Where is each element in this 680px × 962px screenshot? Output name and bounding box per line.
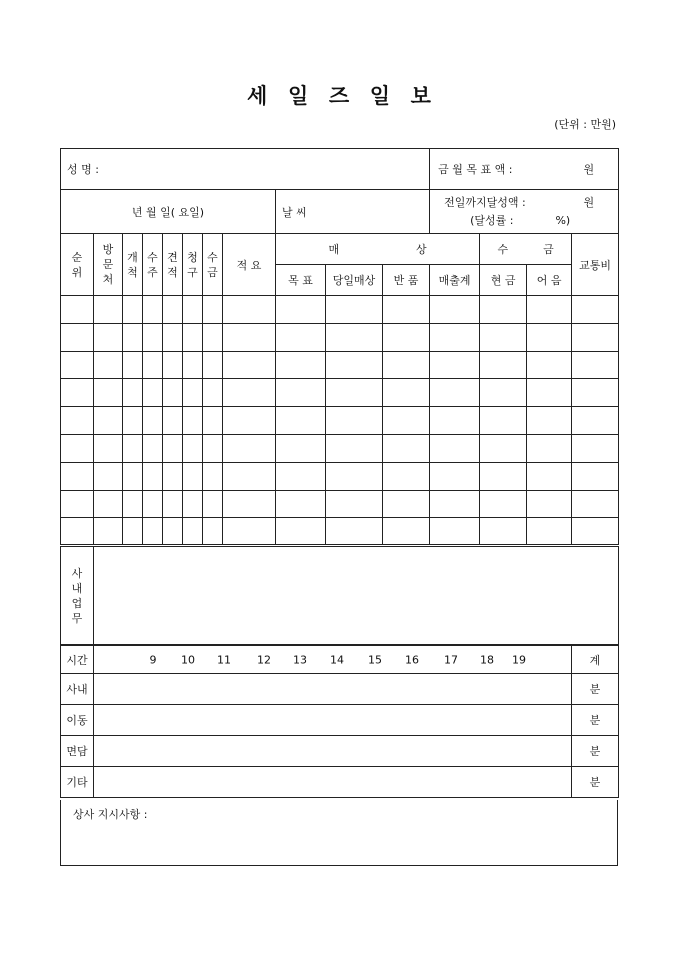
entry-cell[interactable]	[223, 434, 276, 462]
entry-cell[interactable]	[163, 407, 183, 435]
entry-cell[interactable]	[183, 351, 203, 379]
unit-note: (단위 : 만원)	[554, 118, 616, 131]
supervisor-instructions-field[interactable]	[60, 800, 618, 866]
monthly-target-label: 금 월 목 표 액 :	[438, 163, 513, 176]
col-order: 수 주	[143, 234, 163, 296]
entry-cell[interactable]	[430, 407, 480, 435]
entry-cell[interactable]	[572, 518, 619, 546]
entry-row	[61, 518, 619, 546]
hour-15: 15	[368, 653, 382, 666]
entry-cell[interactable]	[276, 379, 326, 407]
date-field[interactable]: 년 월 일( 요일)	[61, 190, 276, 234]
entry-cell[interactable]	[276, 434, 326, 462]
entry-cell[interactable]	[527, 490, 572, 518]
entry-cell[interactable]	[223, 296, 276, 324]
entry-cell[interactable]	[123, 323, 143, 351]
entry-cell[interactable]	[326, 407, 383, 435]
entry-cell[interactable]	[276, 407, 326, 435]
entry-cell[interactable]	[163, 323, 183, 351]
entry-cell[interactable]	[223, 379, 276, 407]
entry-cell[interactable]	[163, 379, 183, 407]
entry-cell[interactable]	[572, 323, 619, 351]
entry-cell[interactable]	[326, 351, 383, 379]
time-row-label: 사내	[61, 674, 94, 705]
entry-cell[interactable]	[527, 407, 572, 435]
entry-cell[interactable]	[61, 490, 94, 518]
name-field[interactable]: 성 명 :	[61, 149, 430, 190]
entry-cell[interactable]	[123, 462, 143, 490]
time-row-field[interactable]	[94, 767, 572, 798]
hour-18: 18	[480, 653, 494, 666]
entry-cell[interactable]	[430, 379, 480, 407]
entry-cell[interactable]	[94, 296, 123, 324]
entry-row	[61, 323, 619, 351]
entry-row	[61, 296, 619, 324]
col-sales-group: 매 상	[276, 234, 480, 265]
entry-cell[interactable]	[480, 518, 527, 546]
time-total-label: 계	[572, 646, 619, 674]
entry-cell[interactable]	[326, 379, 383, 407]
entry-cell[interactable]	[572, 296, 619, 324]
entry-cell[interactable]	[326, 518, 383, 546]
entry-cell[interactable]	[527, 379, 572, 407]
entry-row	[61, 434, 619, 462]
entry-cell[interactable]	[480, 351, 527, 379]
col-visit: 방 문 처	[94, 234, 123, 296]
entry-cell[interactable]	[276, 323, 326, 351]
hour-12: 12	[257, 653, 271, 666]
entry-cell[interactable]	[61, 351, 94, 379]
entry-cell[interactable]	[183, 379, 203, 407]
achievement-rate-label: (달성률 : %)	[470, 214, 571, 227]
entry-cell[interactable]	[203, 323, 223, 351]
time-row-unit: 분	[572, 767, 619, 798]
time-row-unit: 분	[572, 705, 619, 736]
cumulative-label: 전일까지달성액 :	[444, 196, 526, 209]
col-sub-total: 매출계	[430, 265, 480, 296]
entry-cell[interactable]	[94, 462, 123, 490]
entry-cell[interactable]	[143, 434, 163, 462]
entry-cell[interactable]	[123, 518, 143, 546]
entry-cell[interactable]	[223, 462, 276, 490]
entry-cell[interactable]	[94, 434, 123, 462]
entry-cell[interactable]	[94, 379, 123, 407]
time-row-field[interactable]	[94, 705, 572, 736]
entry-cell[interactable]	[61, 323, 94, 351]
entry-cell[interactable]	[527, 434, 572, 462]
entry-cell[interactable]	[123, 407, 143, 435]
hour-9: 9	[149, 653, 157, 666]
entry-cell[interactable]	[143, 490, 163, 518]
entry-cell[interactable]	[383, 379, 430, 407]
entry-cell[interactable]	[94, 490, 123, 518]
time-row-field[interactable]	[94, 674, 572, 705]
entry-cell[interactable]	[203, 379, 223, 407]
hour-11: 11	[217, 653, 231, 666]
col-collection: 수 금	[203, 234, 223, 296]
sales-report-table	[60, 148, 619, 645]
col-sub-daily: 당일매상	[326, 265, 383, 296]
col-sub-return: 반 품	[383, 265, 430, 296]
entry-cell[interactable]	[383, 407, 430, 435]
time-row-unit: 분	[572, 674, 619, 705]
hour-17: 17	[444, 653, 458, 666]
entry-cell[interactable]	[94, 323, 123, 351]
entry-cell[interactable]	[383, 490, 430, 518]
entry-cell[interactable]	[183, 462, 203, 490]
entry-cell[interactable]	[276, 351, 326, 379]
internal-work-field[interactable]	[94, 546, 619, 645]
entry-cell[interactable]	[183, 518, 203, 546]
entry-cell[interactable]	[223, 323, 276, 351]
page-title: 세 일 즈 일 보	[247, 83, 433, 108]
time-label: 시간	[61, 646, 94, 674]
entry-cell[interactable]	[276, 518, 326, 546]
entry-cell[interactable]	[183, 296, 203, 324]
entry-cell[interactable]	[480, 296, 527, 324]
entry-cell[interactable]	[163, 296, 183, 324]
won-label-2: 원	[583, 196, 595, 209]
hour-13: 13	[293, 653, 307, 666]
entry-cell[interactable]	[276, 462, 326, 490]
entry-cell[interactable]	[163, 434, 183, 462]
entry-cell[interactable]	[223, 518, 276, 546]
entry-cell[interactable]	[94, 351, 123, 379]
entry-cell[interactable]	[223, 351, 276, 379]
entry-cell[interactable]	[480, 462, 527, 490]
entry-cell[interactable]	[572, 351, 619, 379]
entry-cell[interactable]	[143, 323, 163, 351]
cumulative-field[interactable]	[430, 190, 619, 234]
entry-cell[interactable]	[326, 434, 383, 462]
entry-cell[interactable]	[61, 407, 94, 435]
entry-cell[interactable]	[143, 462, 163, 490]
entry-cell[interactable]	[61, 296, 94, 324]
entry-cell[interactable]	[276, 490, 326, 518]
time-row-label: 면담	[61, 736, 94, 767]
hour-14: 14	[330, 653, 344, 666]
entry-cell[interactable]	[203, 351, 223, 379]
col-rank: 순 위	[61, 234, 94, 296]
entry-cell[interactable]	[527, 518, 572, 546]
entry-cell[interactable]	[163, 462, 183, 490]
col-sub-cash: 현 금	[480, 265, 527, 296]
entry-cell[interactable]	[223, 407, 276, 435]
entry-cell[interactable]	[430, 351, 480, 379]
entry-cell[interactable]	[143, 407, 163, 435]
entry-cell[interactable]	[527, 296, 572, 324]
entry-cell[interactable]	[61, 518, 94, 546]
entry-cell[interactable]	[183, 407, 203, 435]
entry-row	[61, 462, 619, 490]
entry-cell[interactable]	[143, 296, 163, 324]
entry-cell[interactable]	[326, 323, 383, 351]
entry-cell[interactable]	[480, 379, 527, 407]
hour-19: 19	[512, 653, 526, 666]
entry-cell[interactable]	[430, 490, 480, 518]
col-sub-note: 어 음	[527, 265, 572, 296]
entry-cell[interactable]	[527, 351, 572, 379]
weather-field[interactable]: 날 씨	[276, 190, 430, 234]
entry-cell[interactable]	[143, 379, 163, 407]
col-estimate: 견 적	[163, 234, 183, 296]
entry-cell[interactable]	[203, 490, 223, 518]
hour-10: 10	[181, 653, 195, 666]
entry-cell[interactable]	[430, 434, 480, 462]
entry-cell[interactable]	[430, 296, 480, 324]
entry-cell[interactable]	[203, 407, 223, 435]
col-remarks: 적 요	[223, 234, 276, 296]
entry-cell[interactable]	[276, 296, 326, 324]
entry-cell[interactable]	[383, 518, 430, 546]
entry-cell[interactable]	[383, 296, 430, 324]
won-label: 원	[583, 163, 595, 176]
entry-cell[interactable]	[430, 518, 480, 546]
col-billing: 청 구	[183, 234, 203, 296]
entry-cell[interactable]	[480, 490, 527, 518]
entry-cell[interactable]	[223, 490, 276, 518]
entry-cell[interactable]	[163, 490, 183, 518]
entry-cell[interactable]	[430, 323, 480, 351]
time-row-field[interactable]	[94, 736, 572, 767]
time-row-label: 이동	[61, 705, 94, 736]
entry-row	[61, 351, 619, 379]
internal-work-label: 사 내 업 무	[61, 546, 94, 645]
col-sub-target: 목 표	[276, 265, 326, 296]
entry-cell[interactable]	[183, 434, 203, 462]
entry-cell[interactable]	[480, 323, 527, 351]
time-hours	[94, 646, 572, 674]
entry-cell[interactable]	[123, 490, 143, 518]
entry-cell[interactable]	[123, 434, 143, 462]
entry-cell[interactable]	[61, 462, 94, 490]
entry-cell[interactable]	[183, 323, 203, 351]
entry-cell[interactable]	[143, 518, 163, 546]
entry-cell[interactable]	[203, 462, 223, 490]
entry-cell[interactable]	[383, 351, 430, 379]
col-pioneer: 개 척	[123, 234, 143, 296]
entry-row	[61, 490, 619, 518]
entry-cell[interactable]	[203, 434, 223, 462]
entry-cell[interactable]	[383, 462, 430, 490]
entry-cell[interactable]	[326, 462, 383, 490]
entry-cell[interactable]	[480, 407, 527, 435]
entry-cell[interactable]	[123, 379, 143, 407]
entry-cell[interactable]	[163, 351, 183, 379]
entry-cell[interactable]	[94, 407, 123, 435]
entry-cell[interactable]	[527, 462, 572, 490]
entry-cell[interactable]	[572, 407, 619, 435]
entry-row	[61, 407, 619, 435]
entry-cell[interactable]	[572, 490, 619, 518]
hour-16: 16	[405, 653, 419, 666]
entry-cell[interactable]	[183, 490, 203, 518]
entry-row	[61, 379, 619, 407]
time-table	[60, 645, 619, 798]
supervisor-instructions-label: 상사 지시사항 :	[73, 808, 148, 821]
time-row-label: 기타	[61, 767, 94, 798]
entry-cell[interactable]	[94, 518, 123, 546]
entry-cell[interactable]	[430, 462, 480, 490]
entry-cell[interactable]	[326, 296, 383, 324]
time-row-unit: 분	[572, 736, 619, 767]
entry-cell[interactable]	[572, 462, 619, 490]
entry-cell[interactable]	[572, 434, 619, 462]
entry-cell[interactable]	[383, 434, 430, 462]
entry-cell[interactable]	[203, 518, 223, 546]
entry-cell[interactable]	[527, 323, 572, 351]
entry-cell[interactable]	[383, 323, 430, 351]
monthly-target-field[interactable]	[430, 149, 619, 190]
entry-cell[interactable]	[61, 434, 94, 462]
entry-cell[interactable]	[123, 351, 143, 379]
col-collect-group: 수 금	[480, 234, 572, 265]
entry-cell[interactable]	[203, 296, 223, 324]
entry-cell[interactable]	[480, 434, 527, 462]
entry-cell[interactable]	[572, 379, 619, 407]
entry-cell[interactable]	[326, 490, 383, 518]
entry-cell[interactable]	[143, 351, 163, 379]
entry-cell[interactable]	[163, 518, 183, 546]
col-transport: 교통비	[572, 234, 619, 296]
entry-cell[interactable]	[123, 296, 143, 324]
entry-cell[interactable]	[61, 379, 94, 407]
